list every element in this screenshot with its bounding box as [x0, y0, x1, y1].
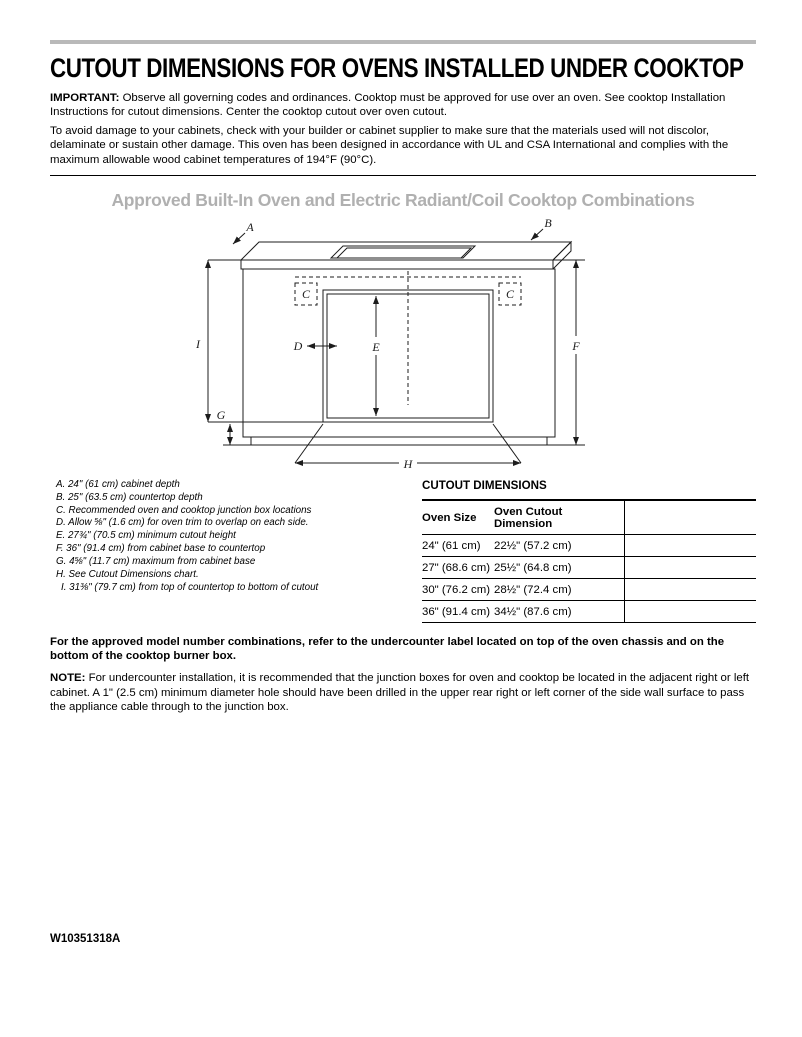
table-row	[422, 578, 756, 600]
diagram-label-f: F	[572, 338, 580, 353]
legend-and-table-row	[50, 477, 756, 623]
table-row	[422, 556, 756, 578]
legend-list	[56, 479, 422, 595]
cutout-dimensions-table	[422, 499, 756, 623]
section-heading: Approved Built-In Oven and Electric Radiant/Coil Cooktop Combinations	[111, 189, 695, 210]
diagram-label-i: I	[196, 336, 200, 351]
diagram-label-b: B	[544, 215, 552, 230]
label-masks	[368, 336, 584, 471]
document-part-number: W10351318A	[50, 933, 121, 945]
table-header-row	[422, 500, 756, 535]
legend-item: F. 36" (91.4 cm) from cabinet base to countertop	[56, 543, 266, 555]
diagram-container	[50, 215, 756, 475]
legend-item: E. 27¾" (70.5 cm) minimum cutout height	[56, 530, 236, 542]
undercounter-note	[50, 671, 756, 714]
legend-item: A. 24" (61 cm) cabinet depth	[56, 478, 180, 490]
empty-cell	[624, 600, 756, 622]
empty-cell	[624, 534, 756, 556]
legend-item: D. Allow ⅝" (1.6 cm) for oven trim to overlap on each side.	[56, 517, 309, 529]
page-title: CUTOUT DIMENSIONS FOR OVENS INSTALLED UNDER COOKTOP	[50, 53, 744, 83]
legend-item: C. Recommended oven and cooktop junction box locations	[56, 504, 312, 516]
dimension-lines	[208, 229, 585, 463]
important-paragraph	[50, 91, 756, 119]
note-body: For undercounter installation, it is recommended that the junction boxes for oven and cooktop be located in the adjacent right or left cabinet. A 1" (2.5 cm) minimum diameter hole should have been drilled in the upper rear right or left corner of the side wall surface to pass the appliance cable through to the junction box.	[50, 672, 750, 714]
diagram-label-h: H	[403, 456, 413, 471]
top-divider-bar	[50, 40, 756, 44]
important-text: Observe all governing codes and ordinances. Cooktop must be approved for use over an oven. See cooktop Installation Instructions for cutout dimensions. Center the cooktop cutout over oven cutout.	[50, 92, 726, 119]
junction-box-dashed-lines	[295, 271, 521, 405]
legend-item: B. 25" (63.5 cm) countertop depth	[56, 491, 203, 503]
oven-cutout-cell: 22½" (57.2 cm)	[494, 534, 624, 556]
table-title: CUTOUT DIMENSIONS	[422, 478, 547, 492]
note-label: NOTE:	[50, 672, 86, 685]
cabinet-outline	[223, 242, 571, 445]
section-divider	[50, 175, 756, 176]
legend-item: I. 31⅜" (79.7 cm) from top of countertop to bottom of cutout	[61, 582, 319, 594]
installation-diagram	[183, 215, 623, 475]
diagram-legend	[50, 477, 422, 623]
empty-cell	[624, 578, 756, 600]
oven-size-cell: 24" (61 cm)	[422, 534, 494, 556]
diagram-label-g: G	[216, 407, 226, 422]
header-oven-cutout-dimension: Oven Cutout Dimension	[494, 500, 624, 535]
table-row	[422, 600, 756, 622]
diagram-label-c-left: C	[301, 286, 311, 301]
legend-item: H. See Cutout Dimensions chart.	[56, 569, 199, 581]
oven-size-cell: 30" (76.2 cm)	[422, 578, 494, 600]
damage-paragraph: To avoid damage to your cabinets, check with your builder or cabinet supplier to make sure that the materials used will not discolor, delaminate or sustain other damage. This oven has been designed in accordance with UL and CSA International and complies with the maximum allowable wood cabinet temperatures of 194°F (90°C).	[50, 125, 729, 166]
model-number-note: For the approved model number combinations, refer to the undercounter label located on top of the oven chassis and on the bottom of the cooktop burner box.	[50, 635, 725, 663]
header-empty	[624, 500, 756, 535]
diagram-labels	[195, 216, 580, 471]
oven-cutout-cell: 28½" (72.4 cm)	[494, 578, 624, 600]
diagram-label-c-right: C	[505, 286, 515, 301]
oven-cutout-cell: 25½" (64.8 cm)	[494, 556, 624, 578]
header-oven-size: Oven Size	[422, 500, 494, 535]
oven-size-cell: 36" (91.4 cm)	[422, 600, 494, 622]
diagram-label-e: E	[372, 339, 380, 354]
diagram-label-a: A	[246, 219, 254, 234]
cutout-dimensions-section	[422, 477, 756, 623]
oven-size-cell: 27" (68.6 cm)	[422, 556, 494, 578]
legend-item: G. 4⅝" (11.7 cm) maximum from cabinet base	[56, 556, 256, 568]
important-label: IMPORTANT:	[50, 92, 120, 104]
oven-cutout-cell: 34½" (87.6 cm)	[494, 600, 624, 622]
empty-cell	[624, 556, 756, 578]
table-row	[422, 534, 756, 556]
diagram-label-d: D	[293, 338, 303, 353]
